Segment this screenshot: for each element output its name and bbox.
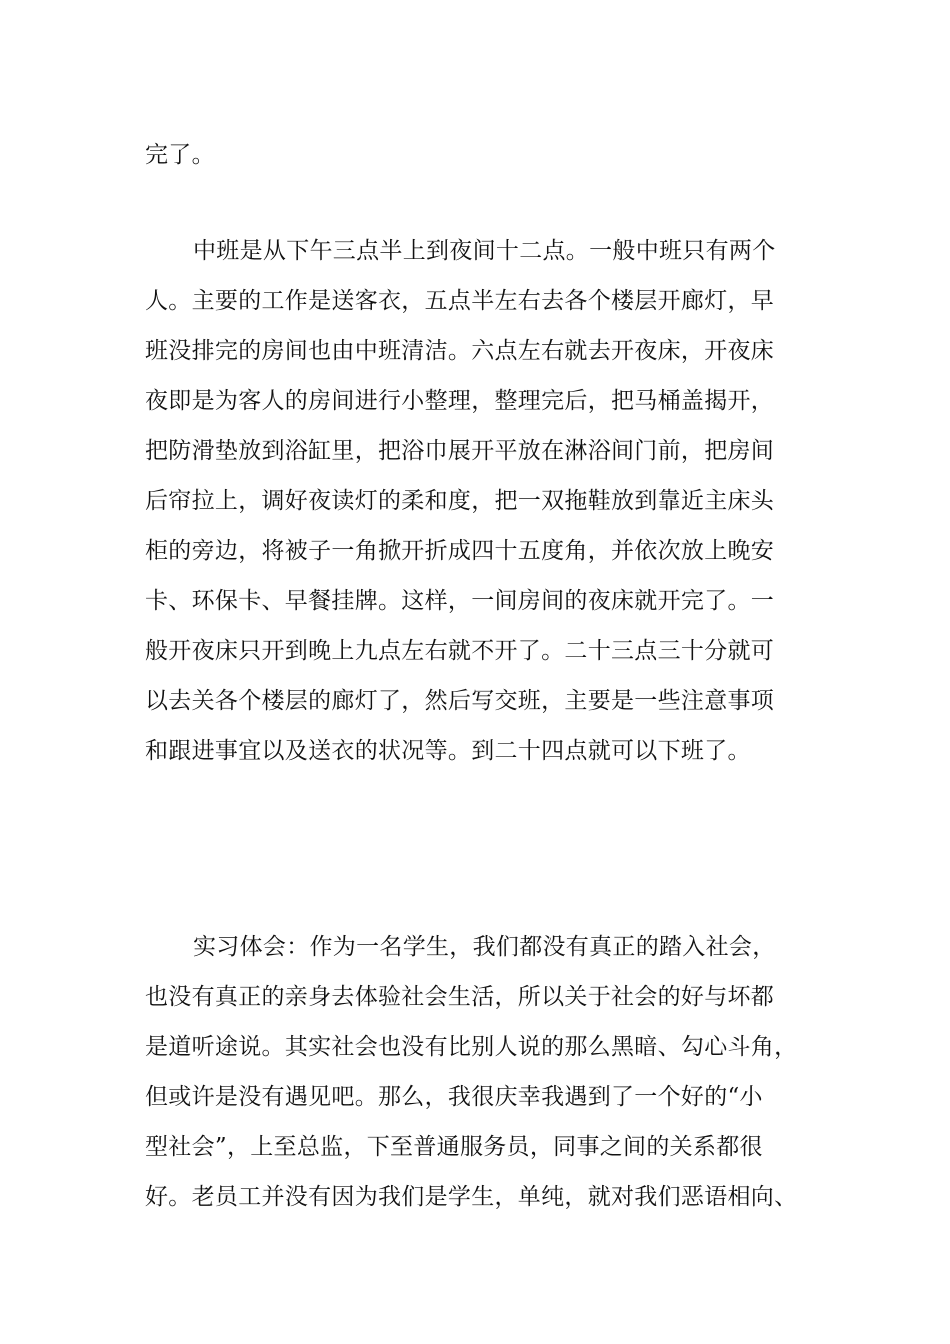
paragraph-line: 但或许是没有遇见吧。那么，我很庆幸我遇到了一个好的“小 [145, 1084, 763, 1110]
paragraph-line: 好。老员工并没有因为我们是学生，单纯，就对我们恶语相向、 [145, 1184, 798, 1210]
paragraph-line: 和跟进事宜以及送衣的状况等。到二十四点就可以下班了。 [145, 738, 751, 764]
paragraph-line: 班没排完的房间也由中班清洁。六点左右就去开夜床，开夜床 [145, 338, 775, 364]
paragraph-line: 夜即是为客人的房间进行小整理，整理完后，把马桶盖揭开， [145, 388, 775, 414]
paragraph-line: 中班是从下午三点半上到夜间十二点。一般中班只有两个 [193, 238, 776, 264]
paragraph-line: 卡、环保卡、早餐挂牌。这样，一间房间的夜床就开完了。一 [145, 588, 775, 614]
paragraph-line: 型社会”，上至总监，下至普通服务员，同事之间的关系都很 [145, 1134, 763, 1160]
paragraph-line: 柜的旁边，将被子一角掀开折成四十五度角，并依次放上晚安 [145, 538, 775, 564]
paragraph-line: 是道听途说。其实社会也没有比别人说的那么黑暗、勾心斗角， [145, 1034, 798, 1060]
paragraph-line: 也没有真正的亲身去体验社会生活，所以关于社会的好与坏都 [145, 984, 775, 1010]
paragraph-line: 般开夜床只开到晚上九点左右就不开了。二十三点三十分就可 [145, 638, 775, 664]
paragraph-line: 实习体会：作为一名学生，我们都没有真正的踏入社会， [193, 934, 776, 960]
paragraph-line: 后帘拉上，调好夜读灯的柔和度，把一双拖鞋放到靠近主床头 [145, 488, 775, 514]
paragraph-line: 以去关各个楼层的廊灯了，然后写交班，主要是一些注意事项 [145, 688, 775, 714]
paragraph-line: 人。主要的工作是送客衣，五点半左右去各个楼层开廊灯，早 [145, 288, 775, 314]
carryover-line: 完了。 [145, 142, 215, 168]
paragraph-line: 把防滑垫放到浴缸里，把浴巾展开平放在淋浴间门前，把房间 [145, 438, 775, 464]
